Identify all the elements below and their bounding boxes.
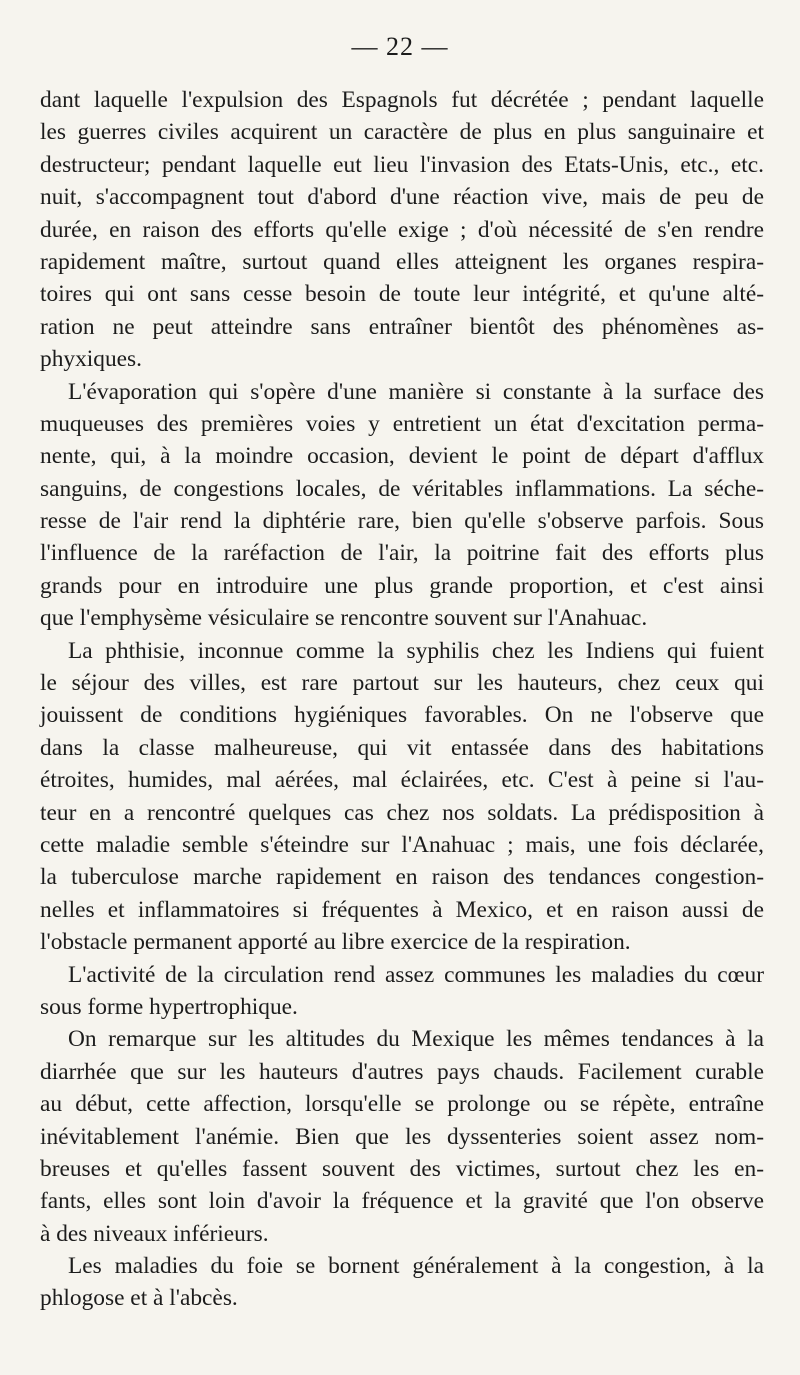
text-line: resse de l'air rend la diphtérie rare, bien qu'elle s'observe parfois. Sous xyxy=(40,508,764,535)
text-line: sous forme hypertrophique. xyxy=(40,993,298,1020)
text-line: L'activité de la circulation rend assez communes les maladies du cœur xyxy=(68,961,764,988)
text-line: Les maladies du foie se bornent généralement à la congestion, à la xyxy=(68,1253,764,1280)
text-line: teur en a rencontré quelques cas chez nos soldats. La prédisposition à xyxy=(40,799,764,826)
page-number: — 22 — xyxy=(351,32,449,61)
text-line: jouissent de conditions hygiéniques favorables. On ne l'observe que xyxy=(40,702,764,729)
text-line: rapidement maître, surtout quand elles atteignent les organes respira- xyxy=(40,248,764,275)
text-line: sanguins, de congestions locales, de véritables inflammations. La séche- xyxy=(40,475,764,502)
text-line: que l'emphysème vésiculaire se rencontre souvent sur l'Anahuac. xyxy=(40,605,648,632)
text-line: les guerres civiles acquirent un caractère de plus en plus sanguinaire et xyxy=(40,119,764,146)
text-line: phlogose et à l'abcès. xyxy=(40,1285,238,1312)
text-line: l'influence de la raréfaction de l'air, la poitrine fait des efforts plus xyxy=(40,540,764,567)
text-line: nuit, s'accompagnent tout d'abord d'une réaction vive, mais de peu de xyxy=(40,184,764,211)
text-line: destructeur; pendant laquelle eut lieu l'invasion des Etats-Unis, etc., etc. xyxy=(40,151,764,178)
text-line: cette maladie semble s'éteindre sur l'Anahuac ; mais, une fois déclarée, xyxy=(40,831,764,858)
text-line: breuses et qu'elles fassent souvent des victimes, surtout chez les en- xyxy=(40,1155,764,1182)
text-line: toires qui ont sans cesse besoin de toute leur intégrité, et qu'une alté- xyxy=(40,281,764,308)
text-line: muqueuses des premières voies y entretient un état d'excitation perma- xyxy=(40,410,764,437)
text-line: nelles et inflammatoires si fréquentes à Mexico, et en raison aussi de xyxy=(40,896,764,923)
text-line: l'obstacle permanent apporté au libre exercice de la respiration. xyxy=(40,929,631,956)
paragraph xyxy=(40,84,764,376)
text-line: la tuberculose marche rapidement en raison des tendances congestion- xyxy=(40,864,764,891)
text-line: La phthisie, inconnue comme la syphilis chez les Indiens qui fuient xyxy=(68,637,764,664)
text-line: grands pour en introduire une plus grande proportion, et c'est ainsi xyxy=(40,572,764,599)
text-line: au début, cette affection, lorsqu'elle se prolonge ou se répète, entraîne xyxy=(40,1091,764,1118)
text-line: à des niveaux inférieurs. xyxy=(40,1220,269,1247)
text-line: fants, elles sont loin d'avoir la fréquence et la gravité que l'on observe xyxy=(40,1188,764,1215)
text-line: L'évaporation qui s'opère d'une manière si constante à la surface des xyxy=(68,378,764,405)
text-line: étroites, humides, mal aérées, mal éclairées, etc. C'est à peine si l'au- xyxy=(40,767,764,794)
text-line: inévitablement l'anémie. Bien que les dyssenteries soient assez nom- xyxy=(40,1123,764,1150)
body-text xyxy=(40,84,764,1315)
text-line: ration ne peut atteindre sans entraîner bientôt des phénomènes as- xyxy=(40,313,764,340)
paragraph xyxy=(40,376,764,635)
text-line: dant laquelle l'expulsion des Espagnols fut décrétée ; pendant laquelle xyxy=(40,87,764,113)
text-line: dans la classe malheureuse, qui vit entassée dans des habitations xyxy=(40,734,764,761)
paragraph xyxy=(40,635,764,959)
text-line: durée, en raison des efforts qu'elle exige ; d'où nécessité de s'en rendre xyxy=(40,216,764,243)
paragraph xyxy=(40,1023,764,1250)
text-line: phyxiques. xyxy=(40,346,143,373)
paragraph xyxy=(40,1250,764,1315)
paragraph xyxy=(40,959,764,1024)
text-line: On remarque sur les altitudes du Mexique les mêmes tendances à la xyxy=(68,1026,764,1053)
text-line: nente, qui, à la moindre occasion, devient le point de départ d'afflux xyxy=(40,443,764,470)
text-line: le séjour des villes, est rare partout sur les hauteurs, chez ceux qui xyxy=(40,670,764,697)
text-line: diarrhée que sur les hauteurs d'autres pays chauds. Facilement curable xyxy=(40,1058,764,1085)
